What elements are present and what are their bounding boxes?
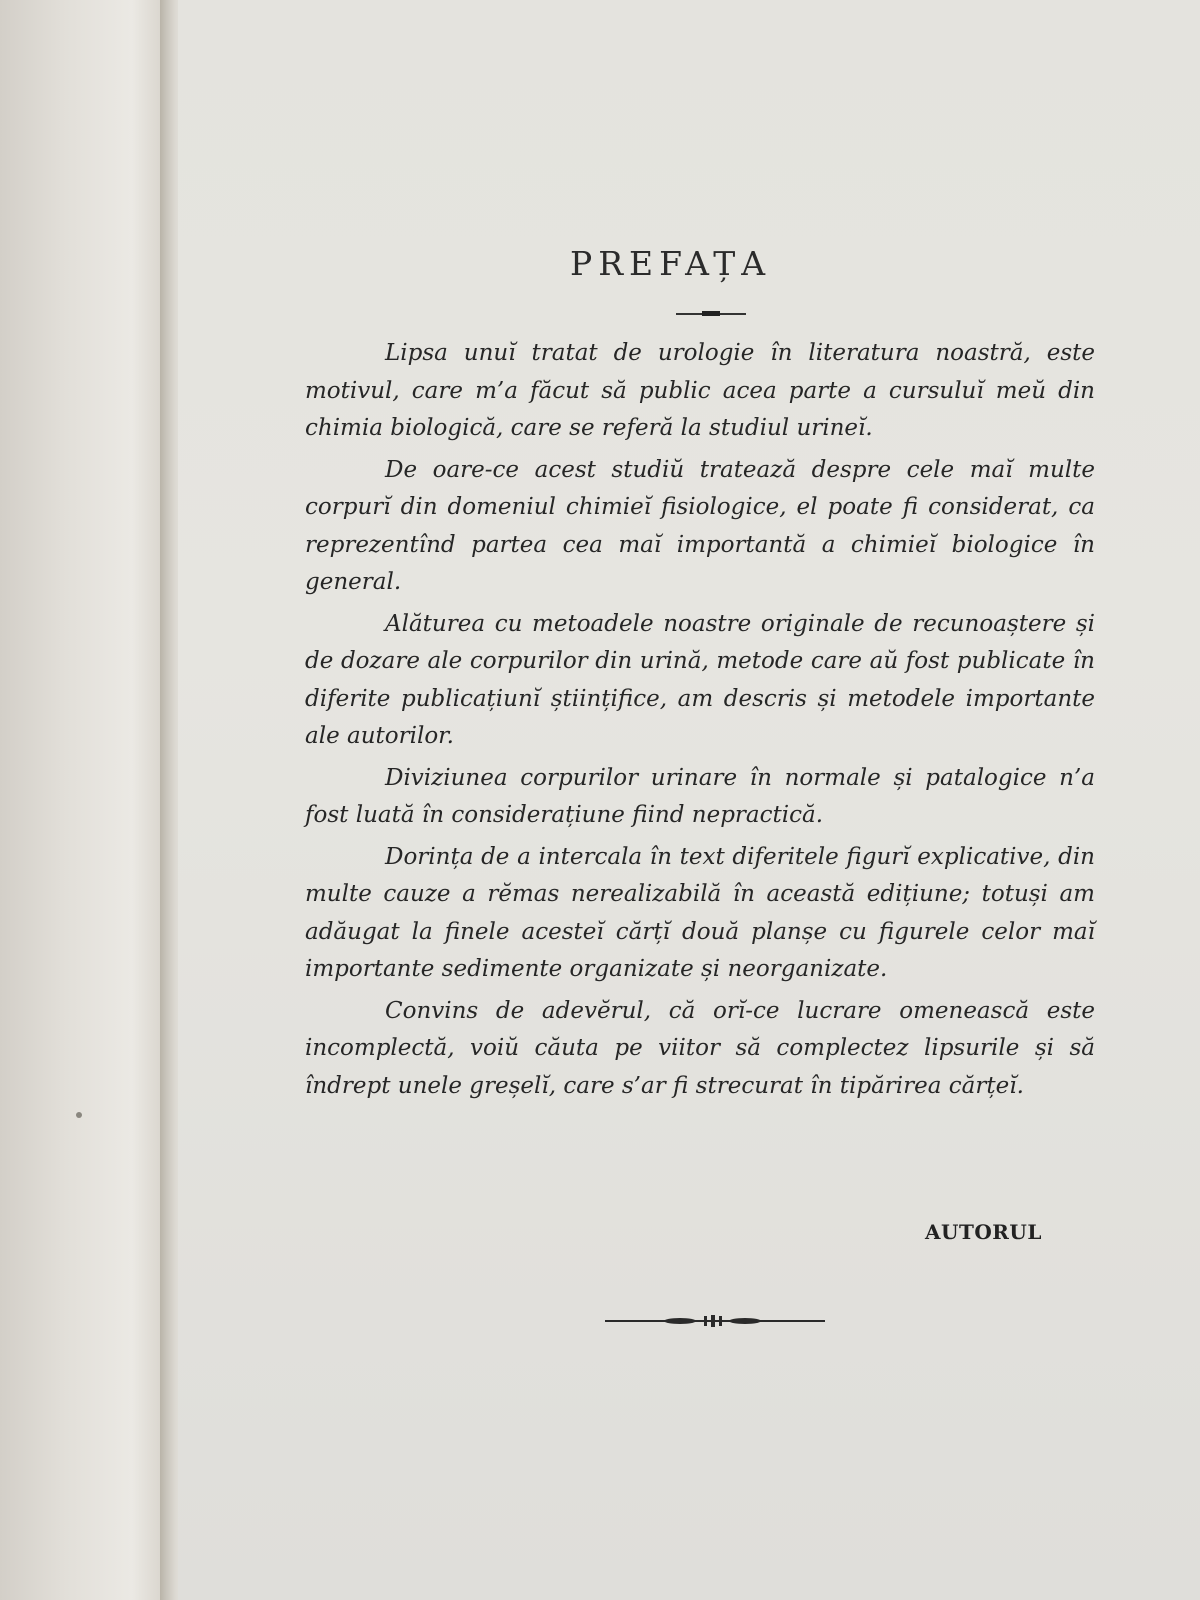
left-page [0, 0, 165, 1600]
paragraph-3: Alăturea cu metoadele noastre originale de recunoaștere și de dozare ale corpurilor din urină, metode care aŭ fost publicate în diferite publicațiunĭ științifice, am descris și metodele importante ale autorilor. [305, 610, 1095, 749]
page-title: PREFAȚA [570, 244, 772, 283]
divider-rule-center [702, 311, 720, 316]
paragraph-1: Lipsa unuĭ tratat de urologie în literatura noastră, este motivul, care m’a făcut să public acea parte a cursuluĭ meŭ din chimia biologică, care se referă la studiul urineĭ. [305, 340, 1095, 441]
paragraph-4: Diviziunea corpurilor urinare în normale și patalogice n’a fost luată în considerațiune fiind nepractică. [305, 764, 1095, 828]
preface-body [305, 335, 1095, 1105]
paragraph-6: Convins de adevĕrul, că orĭ-ce lucrare omenească este incomplectă, voiŭ căuta pe viitor să complectez lipsurile și să îndrept unele greșelĭ, care s’ar fi strecurat în tipărirea cărțeĭ. [305, 997, 1095, 1099]
paragraph-2: De oare-ce acest studiŭ tratează despre cele maĭ multe corpurĭ din domeniul chimieĭ fisiologice, el poate fi considerat, ca reprezentînd partea cea maĭ importantă a chimieĭ biologice în general. [305, 456, 1095, 595]
paragraph-5: Dorința de a intercala în text diferitele figurĭ explicative, din multe cauze a rĕmas nerealizabilă în această edițiune; totuși am adăugat la finele acesteĭ cărțĭ două planșe cu figurele celor maĭ importante sedimente organizate și neorganizate. [305, 843, 1095, 982]
paper-speck [76, 1112, 82, 1118]
ornamental-divider-icon [605, 1312, 825, 1330]
author-signature: AUTORUL [925, 1220, 1042, 1244]
